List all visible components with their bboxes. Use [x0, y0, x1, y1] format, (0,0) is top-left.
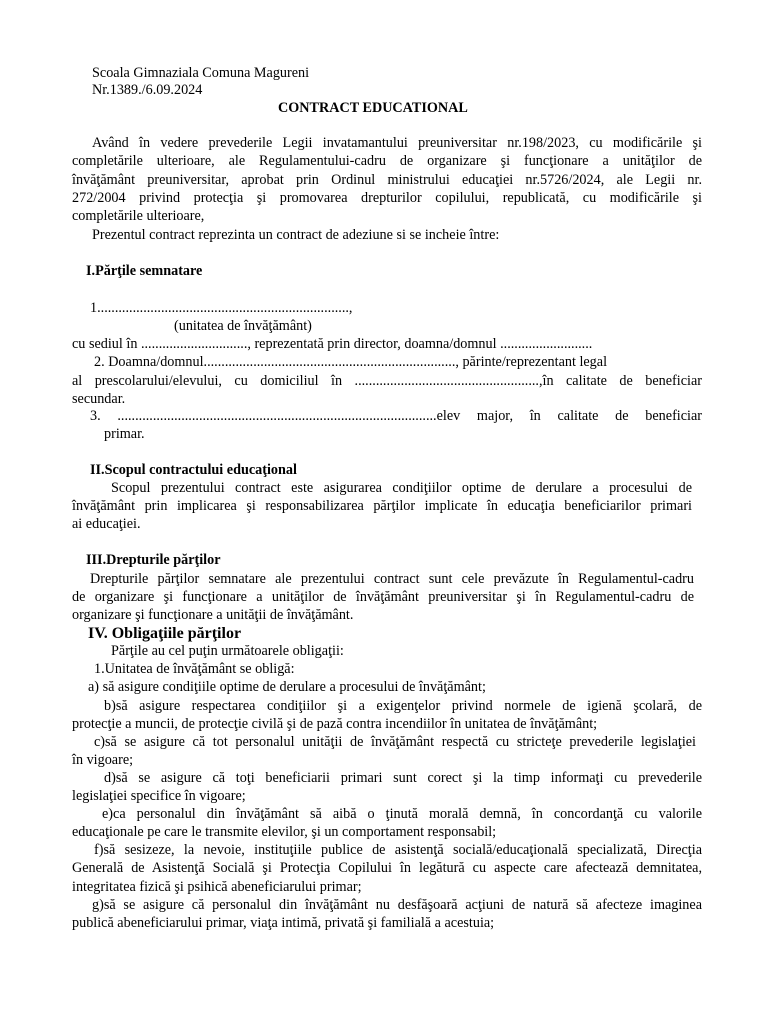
section-3-line: organizare şi funcţionare a unităţii de învăţământ.: [72, 607, 354, 623]
party-2-line: secundar.: [72, 391, 126, 407]
preamble-line: completările ulterioare,: [72, 208, 205, 224]
section-3-line: Drepturile părţilor semnatare ale prezentului contract sunt cele prevăzute în Regulamentul-cadru: [90, 571, 694, 587]
party-1-line: 1.......................................................................,: [90, 300, 353, 316]
section-3-title: III.Drepturile părţilor: [86, 552, 221, 568]
obligation-c: în vigoare;: [72, 752, 134, 768]
obligation-g: publică abeneficiarului primar, viaţa intimă, privată şi familială a acestuia;: [72, 915, 495, 931]
obligation-e: educaţionale pe care le transmite elevilor, şi un comportament responsabil;: [72, 824, 497, 840]
section-2-title: II.Scopul contractului educaţional: [90, 462, 297, 478]
page-title: CONTRACT EDUCATIONAL: [278, 100, 468, 116]
section-2-line: Scopul prezentului contract este asigurarea condiţiilor optime de derulare a procesului de: [111, 480, 692, 496]
section-1-title: I.Părţile semnatare: [86, 263, 203, 279]
obligation-d: d)să se asigure că toţi beneficiarii primari sunt corect şi la timp informaţi cu prevederile: [104, 770, 702, 786]
party-1-caption: (unitatea de învăţământ): [174, 318, 312, 334]
party-3-line: 3. ..........................................................................................elev major, în calitate de beneficiar: [90, 408, 702, 424]
party-2-line: al prescolarului/elevului, cu domiciliul în ....................................................,în calitate de beneficiar: [72, 373, 702, 389]
obligation-e: e)ca personalul din învăţământ să aibă o ţinută morală demnă, în concordanţă cu valorile: [102, 806, 702, 822]
obligation-b: protecţie a muncii, de protecţie civilă şi de pază contra incendiilor în unitatea de învăţământ;: [72, 716, 598, 732]
section-3-line: de organizare şi funcţionare a unităţilor de învăţământ preuniversitar şi în Regulamentul-cadru de: [72, 589, 694, 605]
preamble-line: Având în vedere prevederile Legii invatamantului preuniversitar nr.198/2023, cu modificările şi: [92, 135, 702, 151]
obligation-a: a) să asigure condiţiile optime de derulare a procesului de învăţământ;: [88, 679, 486, 695]
obligation-g: g)să se asigure că personalul din învăţământ nu desfăşoară acţiuni de natură să afecteze imaginea: [92, 897, 702, 913]
obligation-b: b)să asigure respectarea condiţiilor şi a exigenţelor privind normele de igienă şcolară, de: [104, 698, 702, 714]
obligation-f: Generală de Asistenţă Socială şi Protecţia Copilului în legătură cu aspecte care afectează demnitatea,: [72, 860, 702, 876]
party-1-seat-line: cu sediul în .............................., reprezentată prin director, doamna/domnul ..........................: [72, 336, 593, 352]
section-4-title: IV. Obligaţiile părţilor: [88, 625, 242, 642]
registration-number: Nr.1389./6.09.2024: [92, 82, 203, 98]
preamble-line: completările ulterioare, ale Regulamentului-cadru de organizare şi funcţionare a unităţilor de: [72, 153, 702, 169]
preamble-line: 272/2004 privind protecţia şi promovarea drepturilor copilului, republicată, cu modificările şi: [72, 190, 702, 206]
section-2-line: învăţământ prin implicarea şi responsabilizarea părţilor implicate în educaţia beneficiarilor primari: [72, 498, 692, 514]
obligation-f: integritatea fizică şi psihică abeneficiarului primar;: [72, 879, 362, 895]
obligations-unit-heading: 1.Unitatea de învăţământ se obligă:: [94, 661, 295, 677]
obligation-d: legislaţiei specifice în vigoare;: [72, 788, 246, 804]
section-4-intro: Părţile au cel puţin următoarele obligaţii:: [111, 643, 344, 659]
adhesion-statement: Prezentul contract reprezinta un contract de adeziune si se incheie între:: [92, 227, 500, 243]
obligation-c: c)să se asigure că tot personalul unităţii de învăţământ respectă cu stricteţe prevederile legislaţiei: [94, 734, 696, 750]
preamble-line: învăţământ preuniversitar, aprobat prin Ordinul ministrului educaţiei nr.5726/2024, ale Legii nr.: [72, 172, 702, 188]
party-2-line: 2. Doamna/domnul......................................................................., părinte/reprezentant legal: [94, 354, 608, 370]
party-3-line: primar.: [104, 426, 145, 442]
school-name: Scoala Gimnaziala Comuna Magureni: [92, 65, 310, 81]
section-2-line: ai educaţiei.: [72, 516, 141, 532]
obligation-f: f)să sesizeze, la nevoie, instituţiile publice de asistenţă socială/educaţională specializată, Direcţia: [94, 842, 702, 858]
